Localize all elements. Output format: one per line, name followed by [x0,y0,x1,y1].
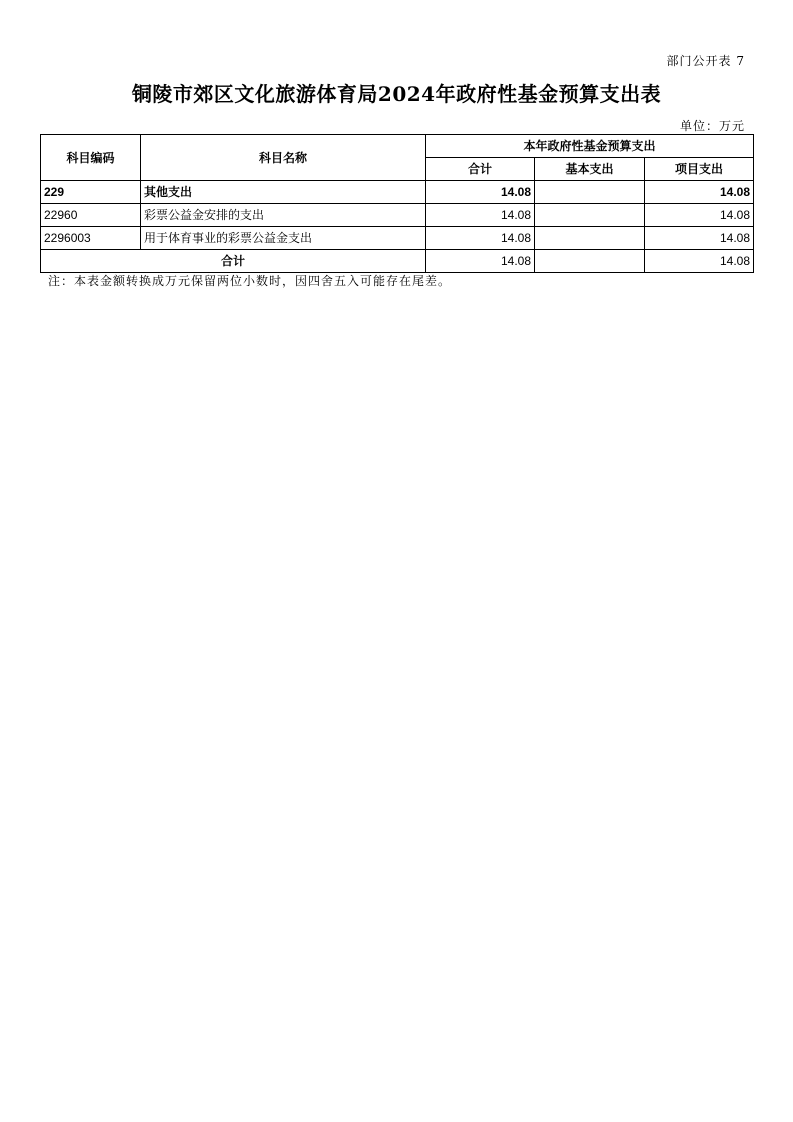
row-code: 229 [41,181,141,204]
footnote: 注：本表金额转换成万元保留两位小数时，因四舍五入可能存在尾差。 [48,274,452,288]
table-row [41,181,754,204]
sum-row-project: 14.08 [645,250,754,273]
sum-row [41,250,754,273]
row-code: 2296003 [41,227,141,250]
row-basic [535,204,645,227]
row-name: 彩票公益金安排的支出 [141,204,426,227]
row-code: 22960 [41,204,141,227]
header-code: 科目编码 [41,135,141,181]
header-total: 合计 [426,158,535,181]
row-total: 14.08 [426,204,535,227]
row-basic [535,181,645,204]
sum-row-label: 合计 [41,250,426,273]
budget-table [40,134,754,273]
sum-row-basic [535,250,645,273]
page-title: 铜陵市郊区文化旅游体育局2024年政府性基金预算支出表 [131,82,662,106]
row-project: 14.08 [645,227,754,250]
row-basic [535,227,645,250]
sum-row-total: 14.08 [426,250,535,273]
row-total: 14.08 [426,227,535,250]
unit-label: 单位：万元 [679,119,745,133]
row-project: 14.08 [645,204,754,227]
header-name: 科目名称 [141,135,426,181]
table-row [41,227,754,250]
header-row-1 [41,135,754,158]
table-row [41,204,754,227]
row-total: 14.08 [426,181,535,204]
row-project: 14.08 [645,181,754,204]
row-name: 其他支出 [141,181,426,204]
page-number: 部门公开表 7 [666,54,745,68]
row-name: 用于体育事业的彩票公益金支出 [141,227,426,250]
header-basic: 基本支出 [535,158,645,181]
header-group: 本年政府性基金预算支出 [426,135,754,158]
header-project: 项目支出 [645,158,754,181]
